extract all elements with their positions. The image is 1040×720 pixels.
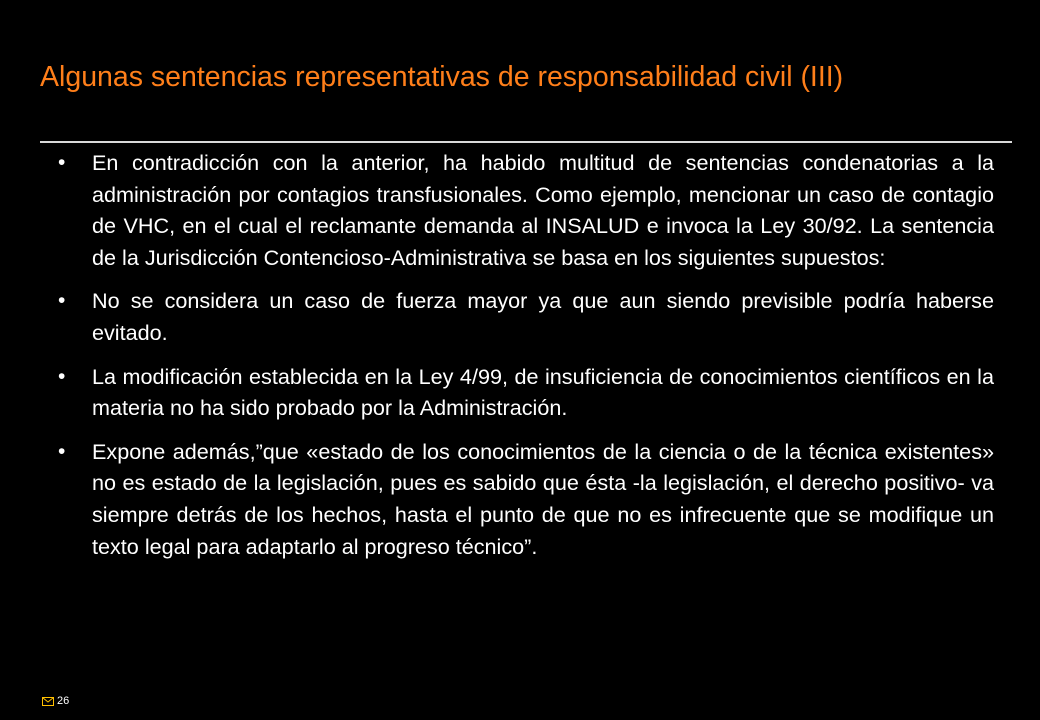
bullet-marker: • — [58, 364, 66, 388]
bullet-text: Expone además,”que «estado de los conocimientos de la ciencia o de la técnica existentes» no es estado de la legislación, pues es sabido que ésta -la legislación, el derecho positivo- va siempre detrás de los hechos, hasta el punto de que no es infrecuente que se modifique un texto legal para adaptarlo al progreso técnico”. — [92, 438, 994, 559]
envelope-icon — [42, 697, 54, 706]
bullet-marker: • — [58, 289, 66, 313]
bullet-text: En contradicción con la anterior, ha habido multitud de sentencias condenatorias a la administración por contagios transfusionales. Como ejemplo, mencionar un caso de contagio de VHC, en el cual el reclamante demanda al INSALUD e invoca la Ley 30/92. La sentencia de la Jurisdicción Contencioso-Administrativa se basa en los siguientes supuestos: — [92, 150, 994, 270]
bullet-item — [56, 285, 994, 348]
bullet-marker: • — [58, 151, 66, 174]
bullet-marker: • — [58, 439, 66, 463]
bullet-item — [56, 436, 994, 562]
slide-title: Algunas sentencias representativas de responsabilidad civil (III) — [40, 61, 844, 93]
bullet-text: La modificación establecida en la Ley 4/99, de insuficiencia de conocimientos científicos en la materia no ha sido probado por la Administración. — [92, 363, 994, 421]
title-divider — [40, 141, 1012, 143]
bullet-item — [56, 147, 994, 273]
page-number: 26 — [57, 695, 70, 707]
bullet-text: No se considera un caso de fuerza mayor ya que aun siendo previsible podría haberse evitado. — [92, 288, 994, 345]
bullet-list — [56, 147, 994, 574]
bullet-item — [56, 361, 994, 424]
slide-footer — [42, 695, 69, 707]
